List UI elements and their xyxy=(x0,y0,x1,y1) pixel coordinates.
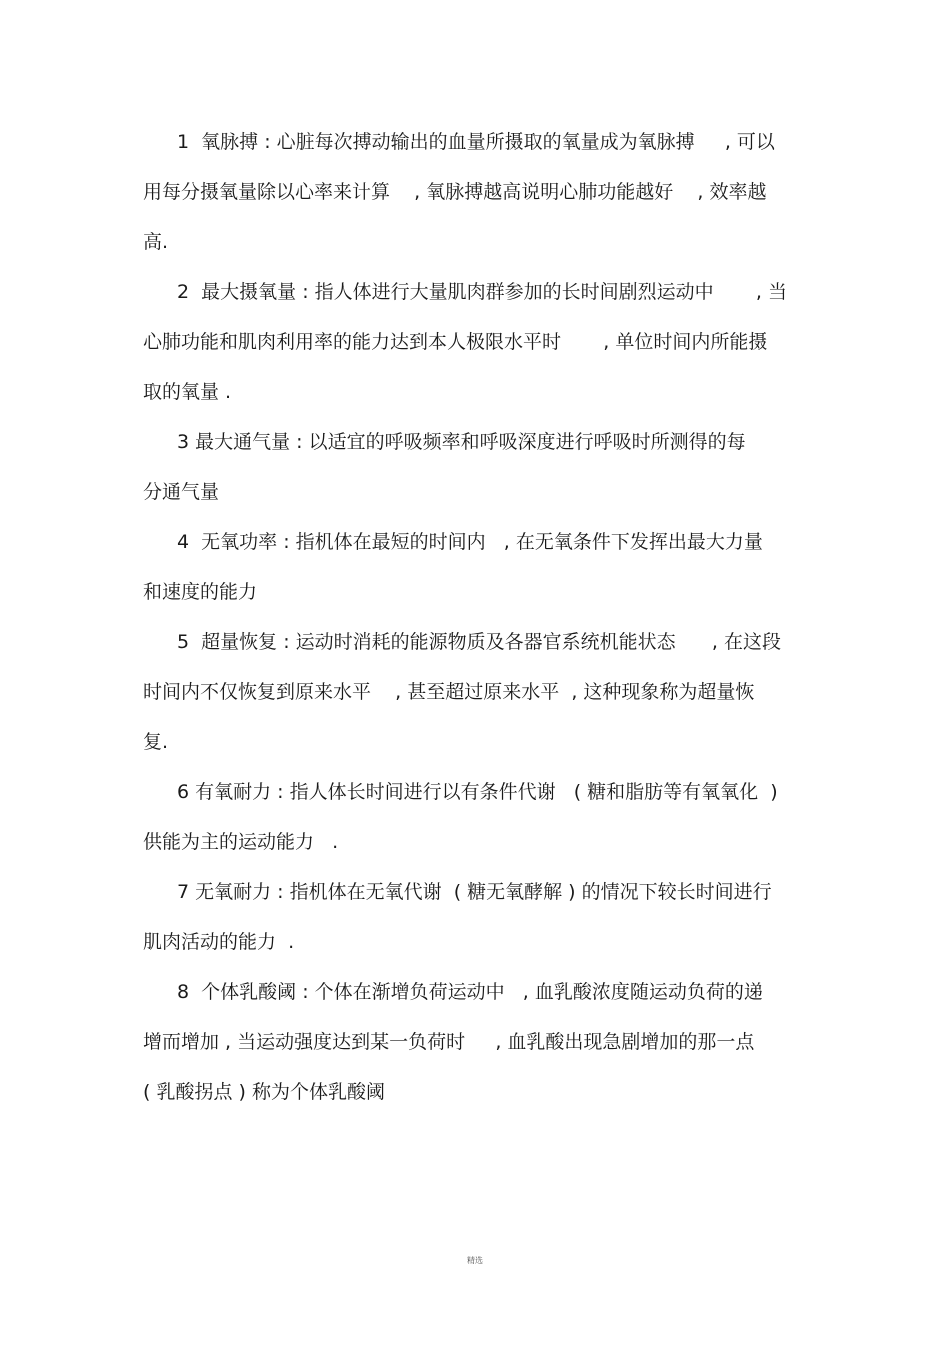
definition-4-line-1: 4 无氧功率 : 指机体在最短的时间内 , 在无氧条件下发挥出最大力量 xyxy=(177,531,763,553)
definition-5-line-2: 时间内不仅恢复到原来水平 , 甚至超过原来水平 , 这种现象称为超量恢 xyxy=(143,681,755,703)
definition-1-line-2: 用每分摄氧量除以心率来计算 , 氧脉搏越高说明心肺功能越好 , 效率越 xyxy=(143,181,767,203)
definition-2-line-1: 2 最大摄氧量 : 指人体进行大量肌肉群参加的长时间剧烈运动中 , 当 xyxy=(177,281,788,303)
definition-8-line-3: ( 乳酸拐点 ) 称为个体乳酸阈 xyxy=(143,1081,385,1103)
definition-7-line-2: 肌肉活动的能力 . xyxy=(143,931,295,953)
definition-4-line-2: 和速度的能力 xyxy=(143,581,258,603)
definition-6-line-2: 供能为主的运动能力 . xyxy=(143,831,339,853)
definition-2-line-2: 心肺功能和肌肉利用率的能力达到本人极限水平时 , 单位时间内所能摄 xyxy=(143,331,768,353)
definition-3-line-1: 3 最大通气量 : 以适宜的呼吸频率和呼吸深度进行呼吸时所测得的每 xyxy=(177,431,746,453)
definition-6-line-1: 6 有氧耐力 : 指人体长时间进行以有条件代谢 ( 糖和脂肪等有氧氧化 ) xyxy=(177,781,778,803)
definition-1-line-3: 高. xyxy=(143,231,169,253)
definition-8-line-2: 增而增加 , 当运动强度达到某一负荷时 , 血乳酸出现急剧增加的那一点 xyxy=(143,1031,755,1053)
definition-5-line-1: 5 超量恢复 : 运动时消耗的能源物质及各器官系统机能状态 , 在这段 xyxy=(177,631,781,653)
definition-2-line-3: 取的氧量 . xyxy=(143,381,232,403)
page-footer: 精选 xyxy=(467,1256,483,1265)
definition-5-line-3: 复. xyxy=(143,731,169,753)
definition-7-line-1: 7 无氧耐力 : 指机体在无氧代谢 ( 糖无氧酵解 ) 的情况下较长时间进行 xyxy=(177,881,772,903)
definition-3-line-2: 分通气量 xyxy=(143,481,220,503)
definition-8-line-1: 8 个体乳酸阈 : 个体在渐增负荷运动中 , 血乳酸浓度随运动负荷的递 xyxy=(177,981,763,1003)
definition-1-line-1: 1 氧脉搏 : 心脏每次搏动输出的血量所摄取的氧量成为氧脉搏 , 可以 xyxy=(177,131,775,153)
